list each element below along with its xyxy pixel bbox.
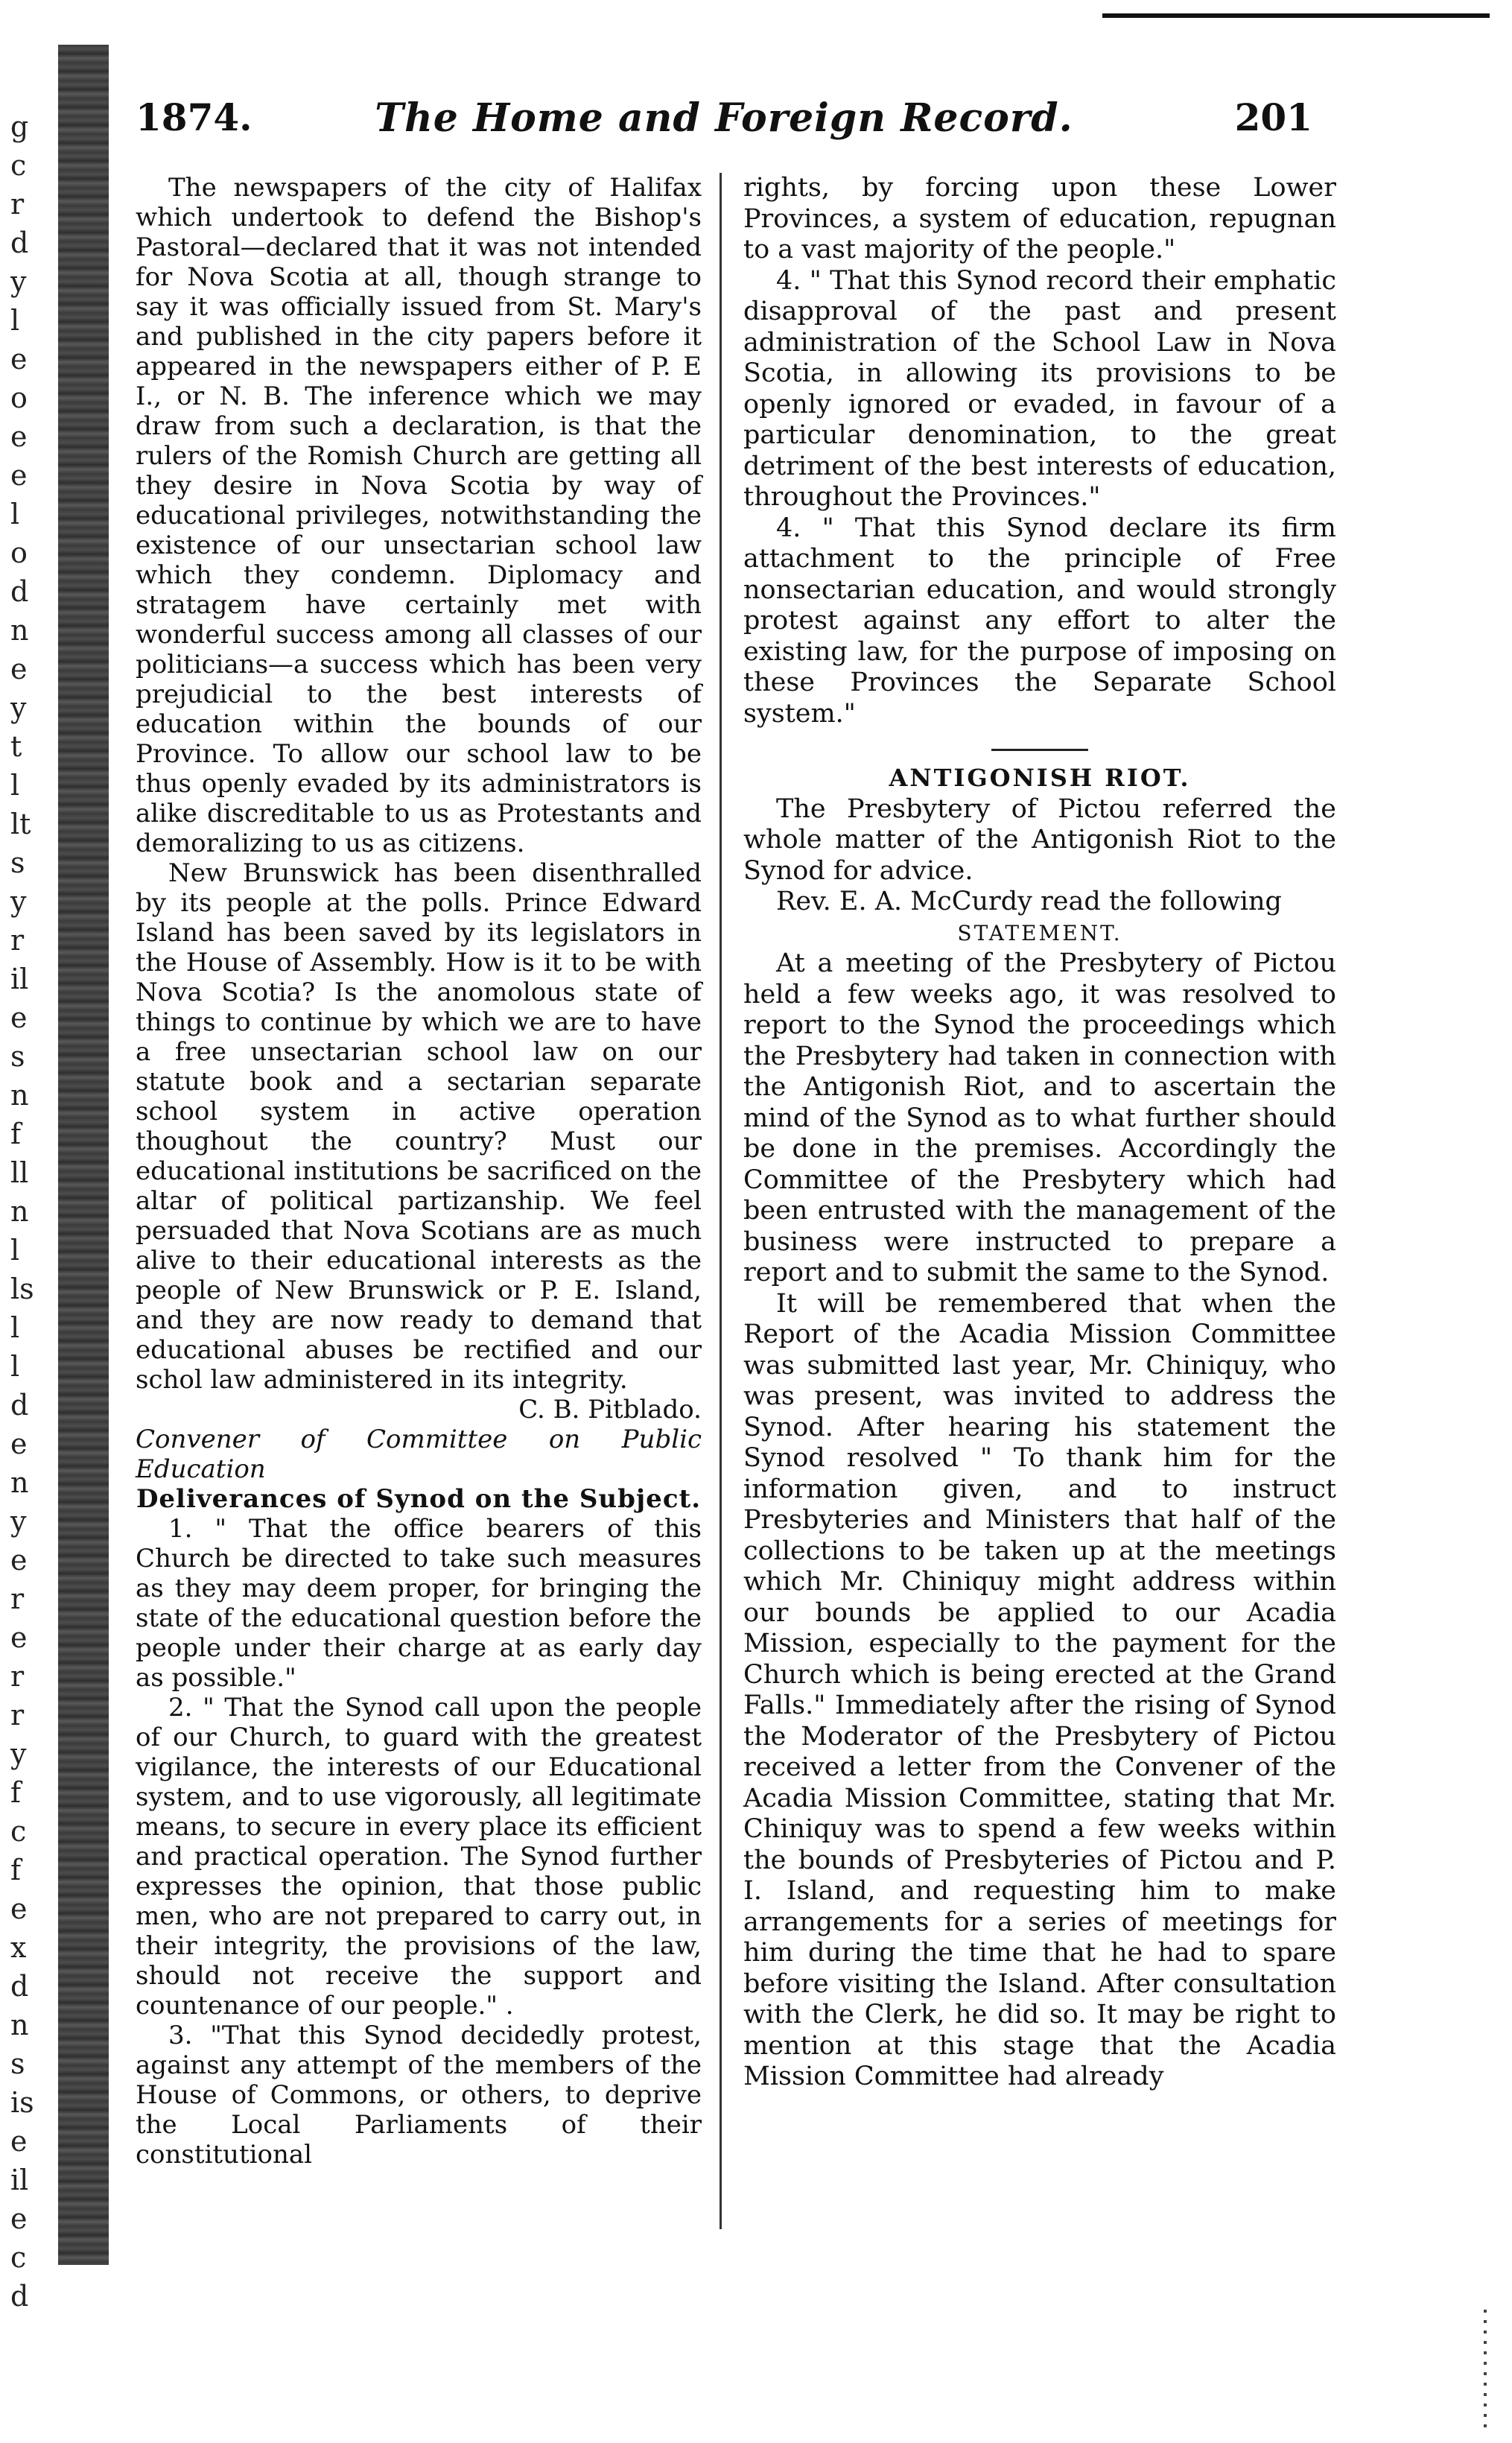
gutter-fragment: o (10, 536, 28, 569)
gutter-fragment: lt (10, 808, 31, 840)
gutter-fragment: n (10, 1195, 29, 1228)
gutter-fragment: e (10, 1001, 28, 1034)
section-heading-antigonish-riot: ANTIGONISH RIOT. (889, 764, 1191, 792)
body-paragraph: It will be remembered that when the Report of the Acadia Mission Committee was submitted last year, Mr. Chiniquy, who was present, was invited to address the Synod. After hearing his statement the Synod resolved " To thank him for the information given, and to instruct Presbyteries and Ministers that half of the collections to be taken up at the meetings which Mr. Chiniquy might address within our bounds be applied to our Acadia Mission, especially to the payment for the Church which is being erected at the Grand Falls." Immediately after the rising of Synod the Moderator of the Presbytery of Pictou received a letter from the Convener of the Acadia Mission Committee, stating that Mr. Chiniquy was to spend a few weeks within the bounds of Presbyteries of Pictou and P. I. Island, and requesting him to make arrangements for a series of meetings for him during the time that he had to spare before visiting the Island. After consultation with the Clerk, he did so. It may be right to mention at this stage that the Acadia Mission Committee had already (743, 1288, 1336, 2091)
body-paragraph: New Brunswick has been disenthralled by its people at the polls. Prince Edward Island has been saved by its legislators in the House of Assembly. How is it to be with Nova Scotia? Is the anomolous state of things to continue by which we are to have a free unsectarian school law on our statute book and a sectarian separate school system in active operation thoughout the country? Must our educational institutions be sacrificed on the altar of political partizanship. We feel persuaded that Nova Scotians are as much alive to their educational interests as the people of New Brunswick or P. E. Island, and they are now ready to demand that educational abuses be rectified and our schol law administered in its integrity. (136, 858, 702, 1395)
gutter-fragment: l (10, 498, 20, 530)
gutter-fragment: d (10, 2280, 29, 2313)
continuation-text: rights, by forcing upon these Lower Provinces, a system of education, repugnan to a vast majority of the people." (743, 173, 1336, 264)
gutter-fragment: d (10, 226, 29, 259)
gutter-fragment: s (10, 1040, 25, 1073)
section-heading-deliverances: Deliverances of Synod on the Subject. (136, 1484, 702, 1514)
gutter-fragment: d (10, 1389, 29, 1422)
gutter-fragment: e (10, 2202, 28, 2235)
gutter-fragment: d (10, 1970, 29, 2003)
gutter-fragment: n (10, 1079, 29, 1112)
header-masthead: The Home and Foreign Record. (375, 95, 1073, 141)
gutter-fragment: y (10, 885, 27, 918)
page-spine-shadow (58, 45, 109, 2265)
subheading-statement: STATEMENT. (957, 920, 1122, 945)
body-paragraph: At a meeting of the Presbytery of Pictou held a few weeks ago, it was resolved to report to the Synod the proceedings which the Presbytery had taken in connection with the Antigonish Riot, and to ascertain the mind of the Synod as to what further should be done in the premises. Accordingly the Committee of the Presbytery which had been entrusted with the management of the business were instructed to prepare a report and to submit the same to the Synod. (743, 948, 1336, 1287)
gutter-fragment: n (10, 1466, 29, 1499)
gutter-fragment: x (10, 1931, 27, 1964)
gutter-fragment: n (10, 614, 29, 647)
gutter-fragment: y (10, 691, 27, 724)
section-rule (991, 749, 1088, 751)
gutter-fragment: e (10, 653, 28, 685)
gutter-fragment: e (10, 1544, 28, 1577)
gutter-fragment: f (10, 1776, 22, 1809)
gutter-fragment: l (10, 1350, 20, 1383)
gutter-fragment: r (10, 924, 25, 957)
signature-name: C. B. Pitblado. (518, 1395, 702, 1425)
body-paragraph: The Presbytery of Pictou referred the whole matter of the Antigonish Riot to the Synod for advice. (743, 793, 1336, 886)
header-year: 1874. (136, 95, 252, 139)
top-rule (1102, 13, 1490, 18)
gutter-fragment: r (10, 1660, 25, 1693)
gutter-fragment: e (10, 343, 28, 376)
left-column (136, 173, 702, 2170)
gutter-fragment: l (10, 1311, 20, 1344)
signature-title: Convener of Committee on Public Education (136, 1425, 702, 1484)
deliverance-item: 2. " That the Synod call upon the people of our Church, to guard with the greatest vigilance, the interests of our Educational system, and to use vigorously, all legitimate means, to secure in every place its efficient and practical operation. The Synod further expresses the opinion, that those public men, who are not prepared to carry out, in their integrity, the provisions of the law, should not receive the support and countenance of our people." . (136, 1693, 702, 2021)
gutter-fragment: c (10, 149, 27, 182)
gutter-fragment: t (10, 730, 22, 763)
gutter-fragment: il (10, 2164, 29, 2196)
gutter-fragment: l (10, 1234, 20, 1267)
gutter-fragment: ls (10, 1273, 34, 1305)
deliverance-item: 4. " That this Synod declare its firm attachment to the principle of Free nonsectarian education, and would strongly protest against any effort to alter the existing law, for the purpose of imposing on these Provinces the Separate School system." (743, 513, 1336, 729)
gutter-fragment: o (10, 381, 28, 414)
gutter-fragment: y (10, 265, 27, 298)
deliverance-item: 4. " That this Synod record their emphatic disapproval of the past and present administration of the School Law in Nova Scotia, in allowing its provisions to be openly ignored or evaded, in favour of a particular denomination, to the great detriment of the best interests of education, throughout the Provinces." (743, 265, 1336, 512)
adjacent-page-gutter (0, 0, 52, 2443)
gutter-fragment: f (10, 1854, 22, 1886)
body-paragraph: The newspapers of the city of Halifax which undertook to defend the Bishop's Pastoral—declared that it was not intended for Nova Scotia at all, though strange to say it was officially issued from St. Mary's and published in the city papers before it appeared in the newspapers either of P. E I., or N. B. The inference which we may draw from such a declaration, is that the rulers of the Romish Church are getting all they desire in Nova Scotia by way of educational privileges, notwithstanding the existence of our unsectarian school law which they condemn. Diplomacy and stratagem have certainly met with wonderful success among all classes of our politicians—a success which has been very prejudicial to the best interests of education within the bounds of our Province. To allow our school law to be thus openly evaded by its administrators is alike discreditable to us as Protestants and demoralizing to us as citizens. (136, 173, 702, 858)
gutter-fragment: c (10, 2241, 27, 2274)
deliverance-item: 3. "That this Synod decidedly protest, against any attempt of the members of the House of Commons, or others, to deprive the Local Parliaments of their constitutional (136, 2021, 702, 2170)
gutter-fragment: is (10, 2086, 34, 2119)
gutter-fragment: d (10, 575, 29, 608)
gutter-fragment: e (10, 1892, 28, 1925)
gutter-fragment: r (10, 188, 25, 221)
gutter-fragment: il (10, 963, 29, 995)
deliverance-item: 1. " That the office bearers of this Church be directed to take such measures as they may deem proper, for bringing the state of the educational question before the people under their charge at as early day as possible." (136, 1514, 702, 1693)
header-page-number: 201 (1234, 95, 1312, 139)
gutter-fragment: s (10, 846, 25, 879)
gutter-fragment: ll (10, 1156, 29, 1189)
gutter-fragment: r (10, 1582, 25, 1615)
margin-dots (1484, 2310, 1487, 2429)
gutter-fragment: e (10, 1428, 28, 1460)
gutter-fragment: r (10, 1699, 25, 1731)
column-divider (720, 173, 722, 2229)
gutter-fragment: g (10, 110, 29, 143)
gutter-fragment: s (10, 2047, 25, 2080)
gutter-fragment: l (10, 769, 20, 802)
gutter-fragment: e (10, 2125, 28, 2158)
body-paragraph: Rev. E. A. McCurdy read the following (776, 887, 1282, 916)
right-column (743, 173, 1336, 2093)
running-header (136, 95, 1312, 148)
gutter-fragment: l (10, 304, 20, 337)
gutter-fragment: e (10, 420, 28, 453)
gutter-fragment: y (10, 1737, 27, 1770)
gutter-fragment: y (10, 1505, 27, 1538)
gutter-fragment: e (10, 459, 28, 492)
gutter-fragment: e (10, 1621, 28, 1654)
gutter-fragment: c (10, 1815, 27, 1848)
gutter-fragment: n (10, 2009, 29, 2041)
gutter-fragment: f (10, 1118, 22, 1150)
